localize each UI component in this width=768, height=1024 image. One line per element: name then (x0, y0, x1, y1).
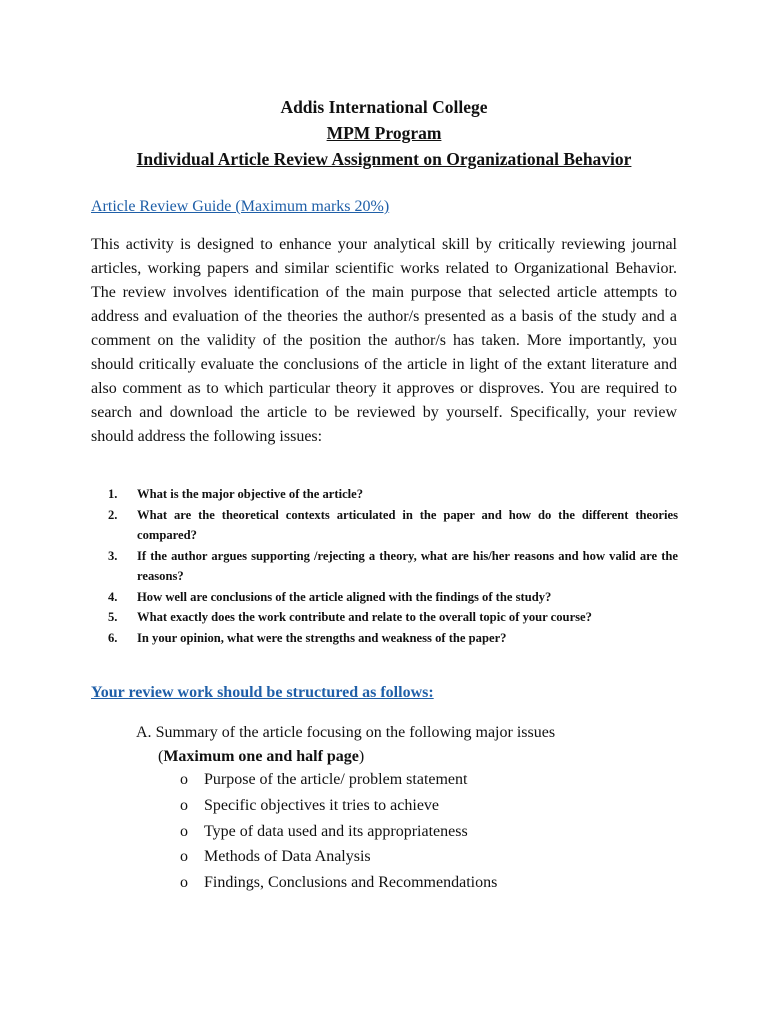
guide-paragraph: This activity is designed to enhance your analytical skill by critically reviewing journal articles, working papers and similar scientific works related to Organizational Behavior. The review involves identification of the main purpose that selected article attempts to address and evaluation of the theories the author/s presented as a basis of the study and a comment on the validity of the position the author/s has taken. More importantly, you should critically evaluate the conclusions of the article in light of the extant literature and also comment as to which particular theory it approves or disproves. You are required to search and download the article to be reviewed by yourself. Specifically, your review should address the following issues: (91, 236, 677, 445)
program-name: MPM Program (326, 123, 442, 143)
questions-list (108, 484, 678, 648)
bullet-text: Findings, Conclusions and Recommendations (204, 874, 498, 892)
bullet-text: Type of data used and its appropriateness (204, 822, 468, 840)
bullet-marker: o (180, 822, 188, 840)
bullet-marker: o (180, 771, 188, 788)
document-header (0, 94, 768, 172)
list-number: 2. (108, 507, 118, 522)
list-number: 5. (108, 610, 118, 624)
assignment-title: Individual Article Review Assignment on Organizational Behavior (136, 149, 632, 169)
bullet-marker: o (180, 874, 188, 892)
list-item (108, 505, 678, 546)
list-text: What exactly does the work contribute and relate to the overall topic of your course? (137, 610, 592, 624)
list-item (108, 587, 678, 608)
list-item (108, 607, 678, 628)
note-open-paren: ( (158, 748, 164, 765)
section-a-note (136, 745, 555, 769)
college-name: Addis International College (280, 97, 488, 117)
list-item (108, 484, 678, 505)
list-item (180, 844, 497, 870)
list-item (180, 793, 497, 819)
section-a-label: A. (136, 724, 152, 741)
section-a (136, 721, 555, 769)
list-text: In your opinion, what were the strengths and weakness of the paper? (137, 630, 507, 645)
list-number: 6. (108, 630, 118, 645)
list-item (108, 628, 678, 649)
guide-heading: Article Review Guide (Maximum marks 20%) (91, 198, 390, 215)
list-item (108, 546, 678, 587)
list-item (180, 870, 497, 896)
list-text: How well are conclusions of the article aligned with the findings of the study? (137, 589, 552, 604)
structure-heading: Your review work should be structured as follows: (91, 684, 434, 701)
bullet-text: Specific objectives it tries to achieve (204, 796, 440, 814)
note-close-paren: ) (358, 748, 365, 765)
list-text: What are the theoretical contexts articulated in the paper and how do the different theories compared? (137, 507, 678, 542)
list-text: If the author argues supporting /rejecting a theory, what are his/her reasons and how valid are the reasons? (137, 548, 678, 583)
bullet-text: Methods of Data Analysis (204, 848, 371, 866)
list-text: What is the major objective of the article? (137, 487, 364, 501)
list-number: 1. (108, 487, 118, 501)
list-item (180, 819, 497, 845)
list-number: 4. (108, 589, 118, 604)
list-number: 3. (108, 548, 118, 563)
summary-bullets (180, 767, 497, 896)
list-item (180, 767, 497, 793)
note-bold-text: Maximum one and half page (163, 748, 359, 765)
section-a-text: Summary of the article focusing on the following major issues (155, 724, 556, 741)
bullet-text: Purpose of the article/ problem statement (204, 771, 468, 788)
bullet-marker: o (180, 848, 188, 866)
section-a-line (136, 721, 555, 745)
bullet-marker: o (180, 796, 188, 814)
